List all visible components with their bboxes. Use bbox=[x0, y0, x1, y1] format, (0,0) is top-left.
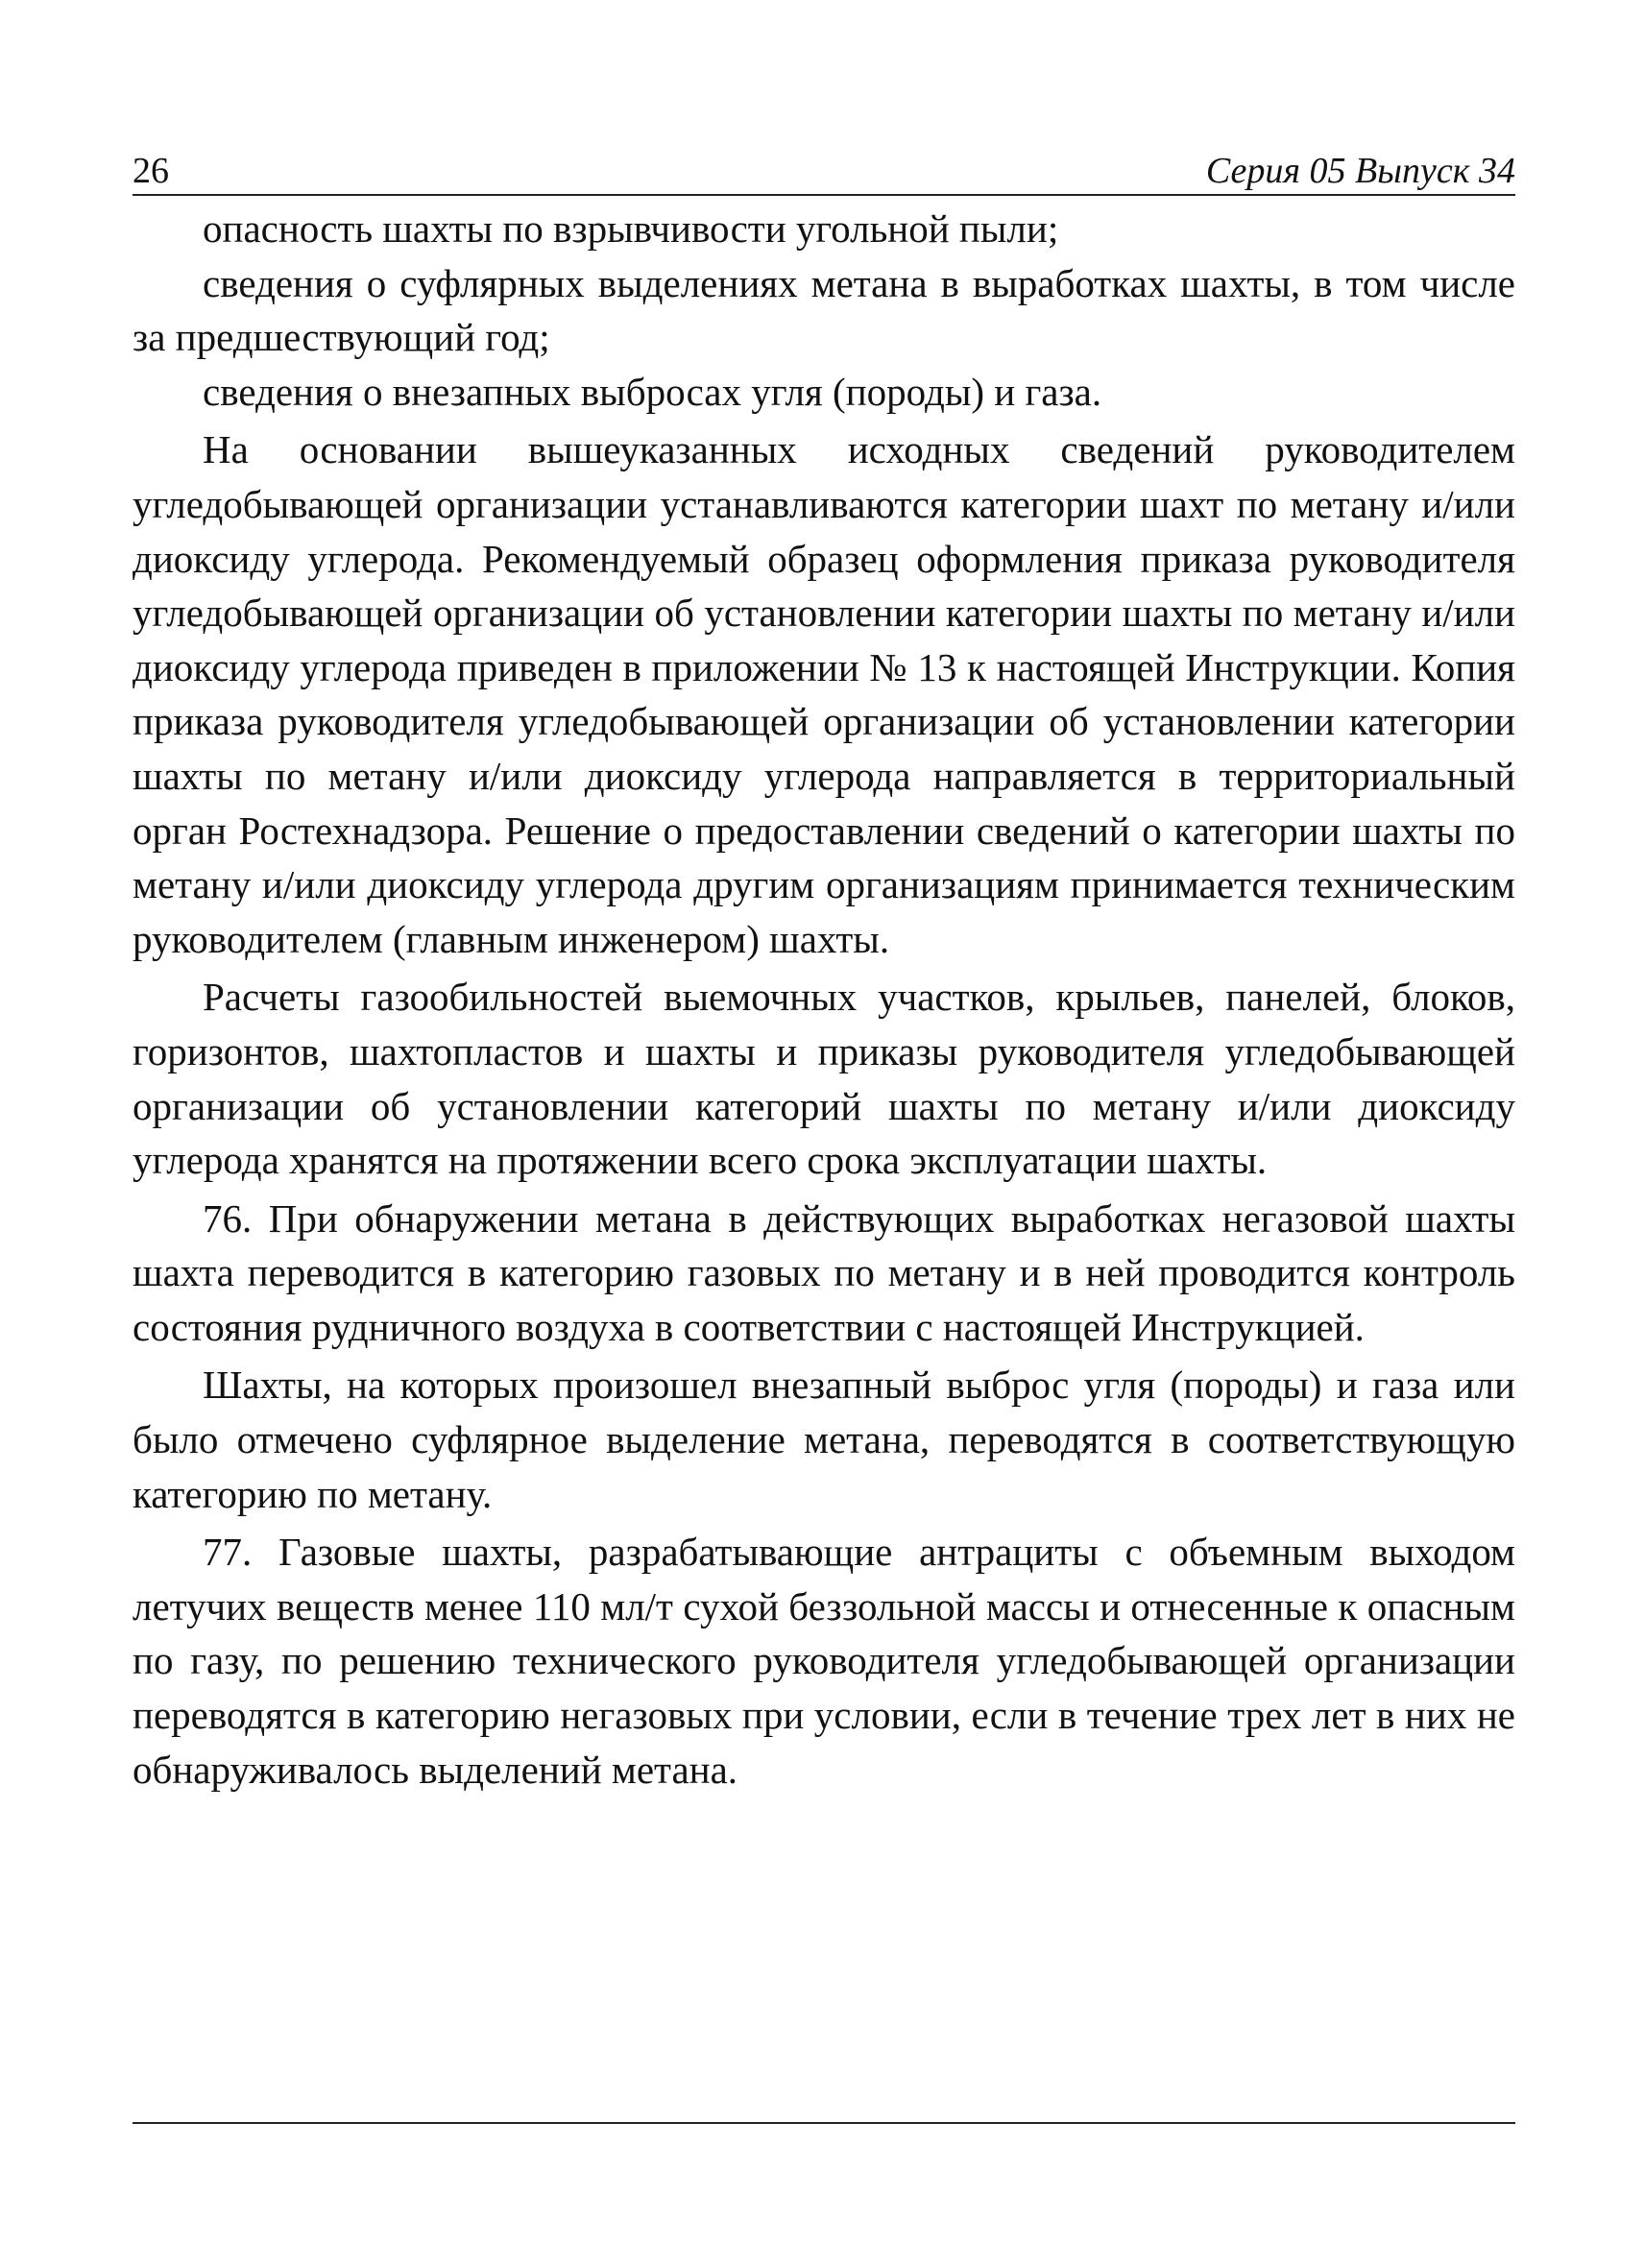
paragraph: На основании вышеуказанных исходных сведений руководителем угледобывающей организации устанавливаются категории шахт по метану и/или диоксиду углерода. Рекомендуемый образец оформления приказа руководителя угледобывающей организации об установлении категории шахты по метану и/или диоксиду углерода приведен в приложении № 13 к настоящей Инструкции. Копия приказа руководителя угледобывающей организации об установлении категории шахты по метану и/или диоксиду углерода направляется в территориальный орган Ростехнадзора. Решение о предоставлении сведений о категории шахты по метану и/или диоксиду углерода другим организациям принимается техническим руководителем (главным инженером) шахты. bbox=[133, 427, 1515, 961]
running-header bbox=[133, 144, 1515, 196]
body-text bbox=[133, 202, 1515, 1797]
paragraph: Шахты, на которых произошел внезапный выброс угля (породы) и газа или было отмечено суфлярное выделение метана, переводятся в соответствующую категорию по метану. bbox=[133, 1363, 1515, 1516]
paragraph: сведения о суфлярных выделениях метана в выработках шахты, в том числе за предшествующий год; bbox=[133, 260, 1515, 360]
page-number: 26 bbox=[133, 151, 169, 191]
series-label: Серия 05 Выпуск 34 bbox=[1205, 151, 1515, 191]
paragraph: сведения о внезапных выбросах угля (породы) и газа. bbox=[203, 369, 1102, 414]
document-page bbox=[133, 144, 1515, 2141]
bottom-rule bbox=[133, 2122, 1515, 2124]
paragraph-item-77: 77. Газовые шахты, разрабатывающие антрациты с объемным выходом летучих веществ менее 110 мл/т сухой беззольной массы и отнесенные к опасным по газу, по решению технического руководителя угледобывающей организации переводятся в категорию негазовых при условии, если в течение трех лет в них не обнаруживалось выделений метана. bbox=[133, 1530, 1515, 1792]
paragraph: Расчеты газообильностей выемочных участков, крыльев, панелей, блоков, горизонтов, шахтопластов и шахты и приказы руководителя угледобывающей организации об установлении категорий шахты по метану и/или диоксиду углерода хранятся на протяжении всего срока эксплуатации шахты. bbox=[133, 975, 1515, 1183]
paragraph-item-76: 76. При обнаружении метана в действующих выработках негазовой шахты шахта переводится в категорию газовых по метану и в ней проводится контроль состояния рудничного воздуха в соответствии с настоящей Инструкцией. bbox=[133, 1195, 1515, 1349]
paragraph: опасность шахты по взрывчивости угольной пыли; bbox=[203, 206, 1059, 251]
